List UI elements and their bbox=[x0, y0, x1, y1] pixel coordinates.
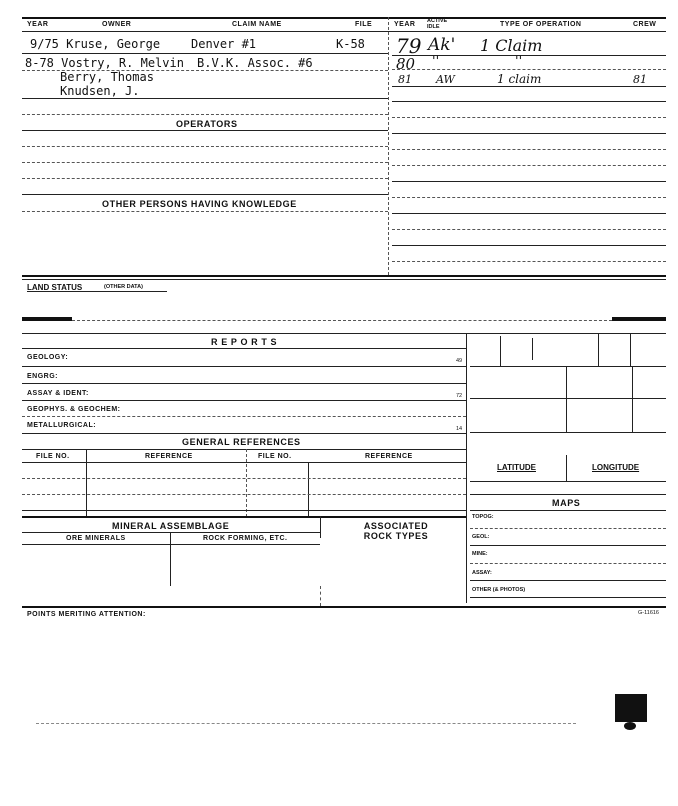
map-line bbox=[470, 528, 666, 529]
coord-line bbox=[470, 432, 666, 433]
file-header: FILE bbox=[355, 21, 373, 28]
coord-divider bbox=[566, 366, 567, 432]
ref-col-divider bbox=[246, 449, 247, 517]
activity-line bbox=[392, 101, 666, 102]
report-line bbox=[22, 383, 466, 384]
activity-line bbox=[392, 165, 666, 166]
activity-status: '' bbox=[432, 54, 440, 69]
mineral-col-divider bbox=[320, 516, 321, 538]
report-line bbox=[22, 366, 466, 367]
longitude-label: LONGITUDE bbox=[592, 463, 640, 472]
operators-heading: OPERATORS bbox=[176, 119, 238, 129]
coord-divider bbox=[632, 366, 633, 432]
activity-line bbox=[392, 197, 666, 198]
year-header: YEAR bbox=[27, 21, 49, 28]
activity-line bbox=[392, 117, 666, 118]
activity-line bbox=[392, 69, 666, 70]
operators-underline bbox=[22, 130, 388, 131]
reports-underline bbox=[22, 348, 466, 349]
claim-name-entry: B.V.K. Assoc. #6 bbox=[197, 56, 313, 70]
top-rule bbox=[22, 17, 666, 19]
scan-mark-right bbox=[612, 317, 666, 321]
crew-header: CREW bbox=[633, 21, 657, 28]
operators-line bbox=[22, 194, 388, 195]
ref-col-divider bbox=[308, 462, 309, 517]
ref-header-line bbox=[22, 462, 466, 463]
other-persons-heading: OTHER PERSONS HAVING KNOWLEDGE bbox=[102, 199, 297, 209]
activity-status: Ak' bbox=[428, 35, 456, 55]
ref-line bbox=[22, 494, 466, 495]
mineral-col-divider bbox=[170, 532, 171, 586]
file-entry: K-58 bbox=[336, 37, 365, 51]
activity-line bbox=[392, 86, 666, 87]
owner-entry: Berry, Thomas bbox=[60, 70, 154, 84]
report-label: ENGRG: bbox=[27, 373, 58, 380]
latlong-line bbox=[470, 481, 666, 482]
ore-minerals-col: ORE MINERALS bbox=[66, 535, 126, 542]
owner-entry: 9/75 Kruse, George bbox=[30, 37, 161, 51]
land-status-subheading: (OTHER DATA) bbox=[104, 284, 143, 290]
report-line bbox=[22, 416, 466, 417]
reports-heading: R E P O R T S bbox=[211, 337, 278, 347]
report-label: GEOLOGY: bbox=[27, 354, 69, 361]
land-status-underline bbox=[27, 291, 167, 292]
reports-top-rule bbox=[22, 333, 666, 334]
map-label: MINE: bbox=[472, 551, 488, 557]
activity-line bbox=[392, 149, 666, 150]
ref-col-file-no2: FILE NO. bbox=[258, 453, 292, 460]
coord-line bbox=[470, 366, 666, 367]
report-number: 72 bbox=[456, 393, 463, 399]
coord-tick bbox=[500, 336, 501, 366]
map-line bbox=[470, 597, 666, 598]
points-top-rule bbox=[22, 606, 666, 608]
general-references-heading: GENERAL REFERENCES bbox=[182, 437, 301, 447]
map-label: OTHER (& PHOTOS) bbox=[472, 587, 526, 593]
mineral-subheader-line bbox=[22, 532, 320, 533]
claim-name-entry: Denver #1 bbox=[191, 37, 257, 51]
form-number: G-11616 bbox=[638, 610, 659, 616]
report-number: 14 bbox=[456, 426, 463, 432]
operators-line bbox=[22, 178, 388, 179]
points-meriting-heading: POINTS MERITING ATTENTION: bbox=[27, 611, 146, 618]
activity-status: AW bbox=[436, 73, 455, 86]
scan-mark-left bbox=[22, 317, 72, 321]
activity-line bbox=[392, 261, 666, 262]
ref-line bbox=[22, 478, 466, 479]
owner-line bbox=[22, 98, 388, 99]
other-persons-underline bbox=[22, 211, 388, 212]
report-label: ASSAY & IDENT: bbox=[27, 390, 89, 397]
land-status-top-rule bbox=[22, 275, 666, 277]
rock-forming-col: ROCK FORMING, ETC. bbox=[203, 535, 288, 542]
coord-tick bbox=[598, 333, 599, 367]
active-idle-header: ACTIVE IDLE bbox=[427, 18, 448, 30]
mineral-top-rule bbox=[22, 516, 466, 518]
activity-line bbox=[392, 213, 666, 214]
associated-rock-types-heading: ASSOCIATED ROCK TYPES bbox=[363, 521, 429, 541]
column-divider bbox=[388, 17, 389, 275]
references-underline bbox=[22, 449, 466, 450]
report-label: METALLURGICAL: bbox=[27, 422, 97, 429]
map-label: ASSAY: bbox=[472, 570, 492, 576]
activity-crew: 81 bbox=[633, 73, 647, 86]
map-line bbox=[470, 563, 666, 564]
map-label: GEOL: bbox=[472, 534, 490, 540]
maps-top-line bbox=[470, 494, 666, 495]
report-line bbox=[22, 433, 466, 434]
maps-heading: MAPS bbox=[552, 498, 581, 508]
right-panel-divider bbox=[466, 333, 467, 603]
owner-line bbox=[22, 53, 388, 54]
header-underline bbox=[22, 31, 666, 32]
latitude-label: LATITUDE bbox=[497, 463, 536, 472]
coord-tick bbox=[532, 338, 533, 360]
activity-line bbox=[392, 133, 666, 134]
land-status-line bbox=[72, 320, 612, 321]
map-line bbox=[470, 580, 666, 581]
activity-operation: 1 claim bbox=[497, 72, 542, 86]
scan-blot-drip bbox=[624, 722, 636, 730]
activity-year: 79 bbox=[396, 34, 422, 58]
activity-operation: 1 Claim bbox=[480, 36, 543, 55]
coord-line bbox=[470, 398, 666, 399]
coord-divider bbox=[566, 455, 567, 481]
map-label: TOPOG: bbox=[472, 514, 494, 520]
operators-line bbox=[22, 162, 388, 163]
activity-year: 81 bbox=[398, 73, 412, 86]
report-label: GEOPHYS. & GEOCHEM: bbox=[27, 406, 121, 413]
scan-blot bbox=[615, 694, 647, 722]
type-operation-header: TYPE OF OPERATION bbox=[500, 21, 582, 28]
mineral-col-divider bbox=[320, 586, 321, 606]
mineral-assemblage-heading: MINERAL ASSEMBLAGE bbox=[112, 521, 230, 531]
report-number: 49 bbox=[456, 358, 463, 364]
mineral-header-line bbox=[22, 544, 320, 545]
ref-col-divider bbox=[86, 449, 87, 517]
maps-underline bbox=[470, 510, 666, 511]
activity-year: 80 bbox=[396, 55, 416, 73]
owner-header: OWNER bbox=[102, 21, 132, 28]
activity-line bbox=[392, 229, 666, 230]
map-line bbox=[470, 545, 666, 546]
ref-col-file-no: FILE NO. bbox=[36, 453, 70, 460]
ref-col-reference2: REFERENCE bbox=[365, 453, 413, 460]
bottom-scan-line bbox=[36, 723, 576, 724]
owner-entry: 8-78 Vostry, R. Melvin bbox=[25, 56, 184, 70]
report-line bbox=[22, 400, 466, 401]
year2-header: YEAR bbox=[394, 21, 416, 28]
activity-operation: '' bbox=[515, 54, 523, 69]
operators-top-line bbox=[22, 114, 388, 115]
operators-line bbox=[22, 146, 388, 147]
ref-col-reference: REFERENCE bbox=[145, 453, 193, 460]
land-status-heading: LAND STATUS bbox=[27, 283, 83, 292]
coord-tick bbox=[630, 333, 631, 367]
ref-line bbox=[22, 510, 466, 511]
owner-entry: Knudsen, J. bbox=[60, 84, 140, 98]
claim-name-header: CLAIM NAME bbox=[232, 21, 282, 28]
land-status-top-rule2 bbox=[22, 279, 666, 280]
activity-line bbox=[392, 245, 666, 246]
activity-line bbox=[392, 181, 666, 182]
